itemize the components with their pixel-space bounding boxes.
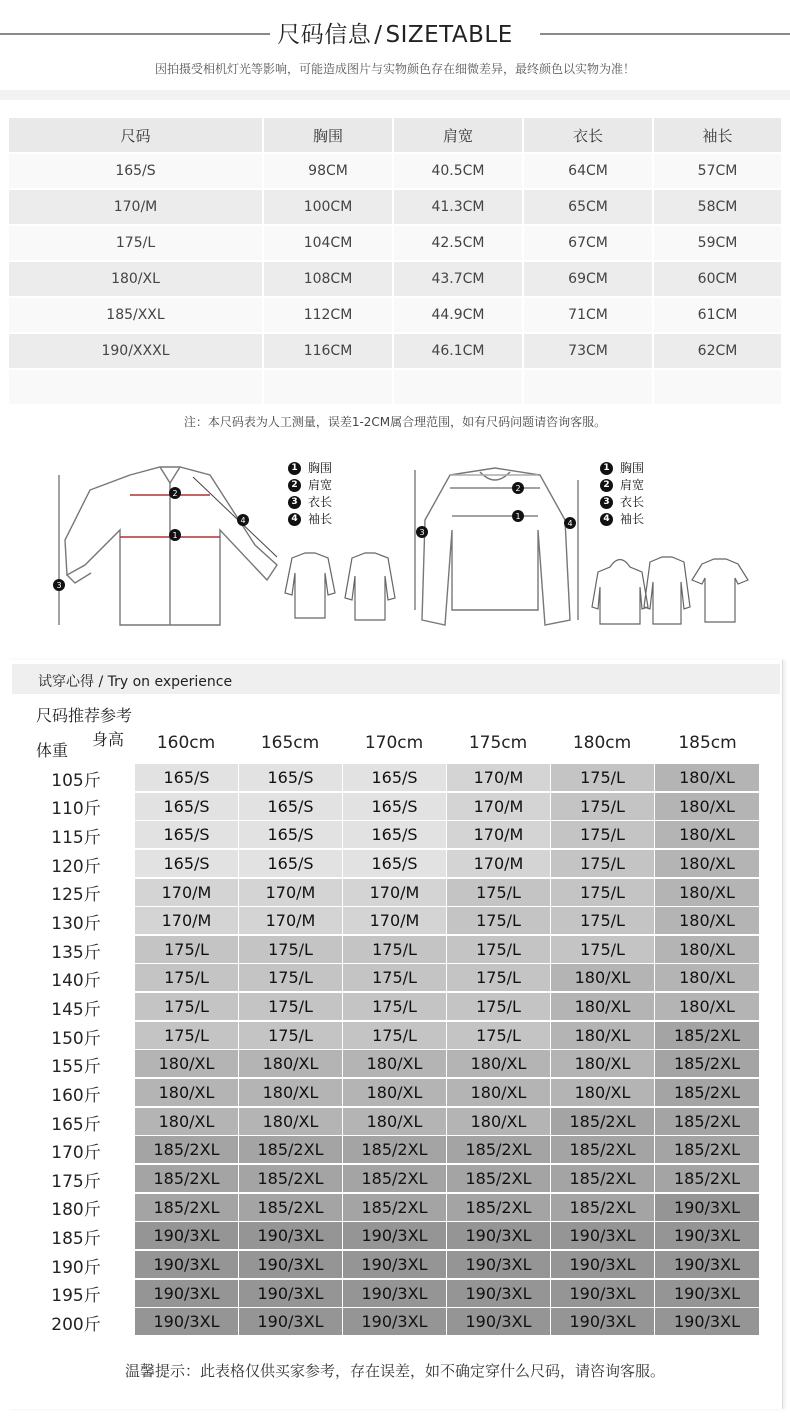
size-cell: 175/L [447,964,550,991]
table-row [135,1079,760,1106]
size-cell: 175/L [551,764,654,791]
size-cell: 185/2XL [239,1136,342,1163]
size-cell: 190/3XL [551,1251,654,1278]
table-cell: 46.1CM [394,332,524,368]
table-cell [264,368,394,404]
table-cell: 61CM [654,296,781,332]
marker-group [416,482,576,538]
size-cell: 185/2XL [655,1108,759,1135]
legend-right [600,460,644,528]
size-cell: 180/XL [447,1079,550,1106]
size-cell: 190/3XL [447,1222,550,1249]
weight-row-label: 165斤 [51,1114,101,1135]
size-cell: 180/XL [655,907,759,934]
size-cell: 180/XL [447,1108,550,1135]
size-cell: 190/3XL [551,1280,654,1307]
size-cell: 180/XL [655,821,759,848]
legend-label: 肩宽 [308,478,333,492]
weight-label: 体重 [36,741,69,760]
legend-label: 衣长 [308,495,333,509]
size-cell: 180/XL [239,1108,342,1135]
height-col: 185cm [678,732,737,753]
weight-row-label: 155斤 [51,1057,101,1078]
table-row [135,1136,760,1163]
table-row [135,907,760,934]
size-cell: 185/2XL [343,1136,446,1163]
table-row [9,296,781,332]
size-cell: 180/XL [551,993,654,1020]
size-cell: 185/2XL [655,1022,759,1049]
table-row [9,152,781,188]
marker-4: 4 [567,519,573,528]
table-cell: 67CM [524,224,654,260]
weight-row-label: 140斤 [51,971,101,992]
table-cell: 69CM [524,260,654,296]
size-recommendation-grid [135,764,760,1337]
size-cell: 185/2XL [343,1165,446,1192]
legend-item [600,477,644,494]
size-cell: 180/XL [343,1050,446,1077]
size-cell: 180/XL [655,964,759,991]
height-header-row [135,726,762,759]
size-cell: 165/S [343,821,446,848]
legend-label: 袖长 [308,512,333,526]
size-cell: 165/S [239,793,342,820]
size-cell: 170/M [447,821,550,848]
size-table-header [9,116,781,152]
col-header-sleeve: 袖长 [654,116,781,152]
legend-left [288,460,332,528]
tshirt-icon [692,559,748,622]
divider-band [0,90,790,100]
size-cell: 175/L [447,936,550,963]
size-cell: 185/2XL [447,1194,550,1221]
table-cell: 108CM [264,260,394,296]
size-cell: 190/3XL [135,1251,238,1278]
table-row [135,1194,760,1221]
legend-num: 3 [288,496,301,509]
legend-num: 1 [600,462,613,475]
table-row [9,332,781,368]
table-cell: 100CM [264,188,394,224]
size-cell: 165/S [239,850,342,877]
size-cell: 175/L [239,993,342,1020]
table-cell: 57CM [654,152,781,188]
size-cell: 180/XL [135,1050,238,1077]
size-cell: 165/S [239,821,342,848]
legend-item [600,494,644,511]
size-cell: 185/2XL [135,1194,238,1221]
table-row [9,224,781,260]
table-row [135,793,760,820]
table-row [135,1308,760,1335]
table-cell: 175/L [9,224,264,260]
marker-3: 3 [419,528,425,537]
height-label: 身高 [92,730,125,749]
col-header-shoulder: 肩宽 [394,116,524,152]
table-row-empty [9,368,781,404]
legend-item [600,460,644,477]
table-cell: 170/M [9,188,264,224]
size-cell: 185/2XL [239,1194,342,1221]
table-row [135,964,760,991]
size-cell: 165/S [135,850,238,877]
table-cell: 98CM [264,152,394,188]
weight-row-label: 120斤 [51,856,101,877]
footer-tip: 温馨提示：此表格仅供买家参考，存在误差，如不确定穿什么尺码，请咨询客服。 [124,1362,665,1380]
weight-row-label: 195斤 [51,1286,101,1307]
size-cell: 185/2XL [447,1165,550,1192]
weight-row-label: 160斤 [51,1085,101,1106]
size-cell: 190/3XL [135,1280,238,1307]
size-cell: 190/3XL [343,1222,446,1249]
col-header-length: 衣长 [524,116,654,152]
size-cell: 170/M [447,793,550,820]
apparel-icons-right [590,552,750,627]
table-cell: 112CM [264,296,394,332]
size-cell: 165/S [135,793,238,820]
size-cell: 180/XL [135,1079,238,1106]
size-cell: 180/XL [551,964,654,991]
weight-row-label: 190斤 [51,1257,101,1278]
weight-row-label: 150斤 [51,1028,101,1049]
legend-item [600,511,644,528]
table-cell: 71CM [524,296,654,332]
size-cell: 165/S [343,793,446,820]
size-cell: 175/L [343,936,446,963]
table-cell: 64CM [524,152,654,188]
size-cell: 180/XL [239,1079,342,1106]
size-cell: 190/3XL [655,1280,759,1307]
size-cell: 175/L [135,993,238,1020]
legend-num: 2 [288,479,301,492]
size-cell: 185/2XL [551,1194,654,1221]
table-cell [9,368,264,404]
size-cell: 175/L [551,850,654,877]
table-cell: 60CM [654,260,781,296]
size-cell: 190/3XL [447,1280,550,1307]
table-cell: 73CM [524,332,654,368]
weight-column [36,764,116,1337]
table-cell: 116CM [264,332,394,368]
weight-row-label: 145斤 [51,999,101,1020]
size-cell: 190/3XL [343,1280,446,1307]
size-cell: 180/XL [447,1050,550,1077]
size-cell: 175/L [135,1022,238,1049]
size-cell: 180/XL [551,1079,654,1106]
table-cell: 104CM [264,224,394,260]
marker-1: 1 [515,512,521,521]
size-cell: 185/2XL [239,1165,342,1192]
hoodie-icon [592,560,648,625]
table-row [135,1108,760,1135]
marker-2: 2 [172,489,178,498]
size-cell: 185/2XL [135,1136,238,1163]
size-cell: 185/2XL [655,1079,759,1106]
size-cell: 190/3XL [343,1308,446,1335]
size-cell: 175/L [447,1022,550,1049]
table-cell [524,368,654,404]
weight-row-label: 170斤 [51,1143,101,1164]
table-row [135,764,760,791]
color-disclaimer: 因拍摄受相机灯光等影响，可能造成图片与实物颜色存在细微差异，最终颜色以实物为准！ [154,62,635,76]
size-cell: 170/M [447,764,550,791]
size-cell: 175/L [447,993,550,1020]
table-cell: 62CM [654,332,781,368]
size-cell: 170/M [239,907,342,934]
size-cell: 175/L [343,964,446,991]
size-cell: 190/3XL [135,1222,238,1249]
table-cell: 59CM [654,224,781,260]
height-col: 175cm [468,732,528,753]
try-on-title: 试穿心得 / Try on experience [38,674,233,690]
size-cell: 180/XL [135,1108,238,1135]
size-cell: 170/M [135,879,238,906]
size-cell: 170/M [135,907,238,934]
title-cn: 尺码信息 [277,22,372,48]
table-cell: 185/XXL [9,296,264,332]
legend-num: 2 [600,479,613,492]
size-cell: 190/3XL [239,1251,342,1278]
table-cell: 65CM [524,188,654,224]
size-cell: 190/3XL [239,1280,342,1307]
legend-num: 4 [288,513,301,526]
table-row [135,1165,760,1192]
size-cell: 185/2XL [551,1165,654,1192]
size-cell: 190/3XL [343,1251,446,1278]
size-cell: 180/XL [655,993,759,1020]
size-cell: 180/XL [343,1108,446,1135]
size-cell: 180/XL [239,1050,342,1077]
legend-num: 4 [600,513,613,526]
col-header-size: 尺码 [9,116,264,152]
size-cell: 190/3XL [655,1308,759,1335]
table-row [135,1050,760,1077]
weight-row-label: 185斤 [51,1229,101,1250]
table-row [135,1022,760,1049]
table-cell: 58CM [654,188,781,224]
jacket-icons-left [280,548,400,623]
size-cell: 165/S [135,821,238,848]
table-row [135,936,760,963]
table-cell: 43.7CM [394,260,524,296]
height-col: 180cm [572,732,632,753]
table-cell [654,368,781,404]
legend-item [288,477,332,494]
blazer-icon [345,553,395,620]
weight-row-label: 105斤 [51,770,101,791]
size-cell: 180/XL [551,1050,654,1077]
weight-row-label: 180斤 [51,1200,101,1221]
table-row [135,1251,760,1278]
height-col: 160cm [156,732,216,753]
size-cell: 175/L [343,1022,446,1049]
table-row [9,188,781,224]
size-cell: 170/M [447,850,550,877]
size-cell: 180/XL [655,764,759,791]
size-cell: 175/L [343,993,446,1020]
size-cell: 170/M [343,907,446,934]
size-cell: 175/L [135,964,238,991]
page-title [0,16,790,49]
denim-jacket-icon [285,553,335,618]
recommend-title: 尺码推荐参考 [36,706,133,725]
size-cell: 175/L [551,821,654,848]
table-cell: 41.3CM [394,188,524,224]
table-row [135,1222,760,1249]
size-cell: 185/2XL [447,1136,550,1163]
table-cell [394,368,524,404]
height-col: 170cm [364,732,424,753]
size-cell: 190/3XL [135,1308,238,1335]
table-row [135,993,760,1020]
size-cell: 165/S [239,764,342,791]
marker-3: 3 [56,581,62,590]
legend-label: 袖长 [620,512,645,526]
size-cell: 185/2XL [655,1165,759,1192]
cardigan-icon [644,557,690,624]
sweater-measurement-diagram [410,460,585,630]
weight-row-label: 175斤 [51,1171,101,1192]
size-cell: 180/XL [551,1022,654,1049]
size-cell: 190/3XL [551,1308,654,1335]
size-cell: 175/L [551,907,654,934]
size-cell: 165/S [135,764,238,791]
size-cell: 180/XL [655,850,759,877]
weight-row-label: 130斤 [51,914,101,935]
legend-label: 肩宽 [620,478,645,492]
table-row [135,879,760,906]
legend-item [288,494,332,511]
weight-row-label: 200斤 [51,1314,101,1335]
size-cell: 175/L [239,1022,342,1049]
size-cell: 180/XL [655,936,759,963]
marker-1: 1 [172,531,178,540]
legend-label: 胸围 [308,461,333,475]
legend-item [288,511,332,528]
table-cell: 42.5CM [394,224,524,260]
table-row [135,850,760,877]
legend-num: 3 [600,496,613,509]
size-cell: 165/S [343,850,446,877]
weight-row-label: 115斤 [51,828,101,849]
legend-num: 1 [288,462,301,475]
weight-row-label: 135斤 [51,942,101,963]
size-cell: 175/L [447,879,550,906]
height-col: 165cm [260,732,320,753]
size-cell: 170/M [343,879,446,906]
size-cell: 190/3XL [239,1222,342,1249]
size-cell: 185/2XL [135,1165,238,1192]
size-cell: 190/3XL [655,1251,759,1278]
size-cell: 190/3XL [447,1308,550,1335]
size-cell: 175/L [135,936,238,963]
try-on-header [12,664,780,694]
table-cell: 165/S [9,152,264,188]
table-row [135,1280,760,1307]
title-en: SIZETABLE [385,22,513,48]
legend-label: 胸围 [620,461,645,475]
size-cell: 175/L [239,964,342,991]
table-row [135,821,760,848]
table-cell: 44.9CM [394,296,524,332]
size-cell: 190/3XL [655,1194,759,1221]
size-cell: 170/M [239,879,342,906]
size-cell: 185/2XL [551,1108,654,1135]
size-cell: 190/3XL [239,1308,342,1335]
title-separator: / [374,22,383,48]
table-cell: 190/XXXL [9,332,264,368]
table-cell: 180/XL [9,260,264,296]
size-cell: 175/L [239,936,342,963]
size-cell: 180/XL [343,1079,446,1106]
weight-row-label: 110斤 [51,799,101,820]
size-cell: 190/3XL [655,1222,759,1249]
size-cell: 185/2XL [655,1136,759,1163]
size-cell: 165/S [343,764,446,791]
size-cell: 185/2XL [655,1050,759,1077]
marker-4: 4 [240,516,246,525]
measurement-note: 注：本尺码表为人工测量，误差1-2CM属合理范围，如有尺码问题请咨询客服。 [183,415,607,429]
size-cell: 175/L [551,793,654,820]
legend-item [288,460,332,477]
size-cell: 190/3XL [447,1251,550,1278]
size-cell: 175/L [447,907,550,934]
size-cell: 180/XL [655,879,759,906]
table-cell: 40.5CM [394,152,524,188]
col-header-chest: 胸围 [264,116,394,152]
size-cell: 180/XL [655,793,759,820]
legend-label: 衣长 [620,495,645,509]
size-cell: 190/3XL [551,1222,654,1249]
table-row [9,260,781,296]
size-cell: 185/2XL [343,1194,446,1221]
weight-row-label: 125斤 [51,885,101,906]
shirt-measurement-diagram [45,455,300,635]
size-table [9,116,781,404]
size-cell: 175/L [551,936,654,963]
size-cell: 175/L [551,879,654,906]
size-cell: 185/2XL [551,1136,654,1163]
marker-2: 2 [515,484,521,493]
